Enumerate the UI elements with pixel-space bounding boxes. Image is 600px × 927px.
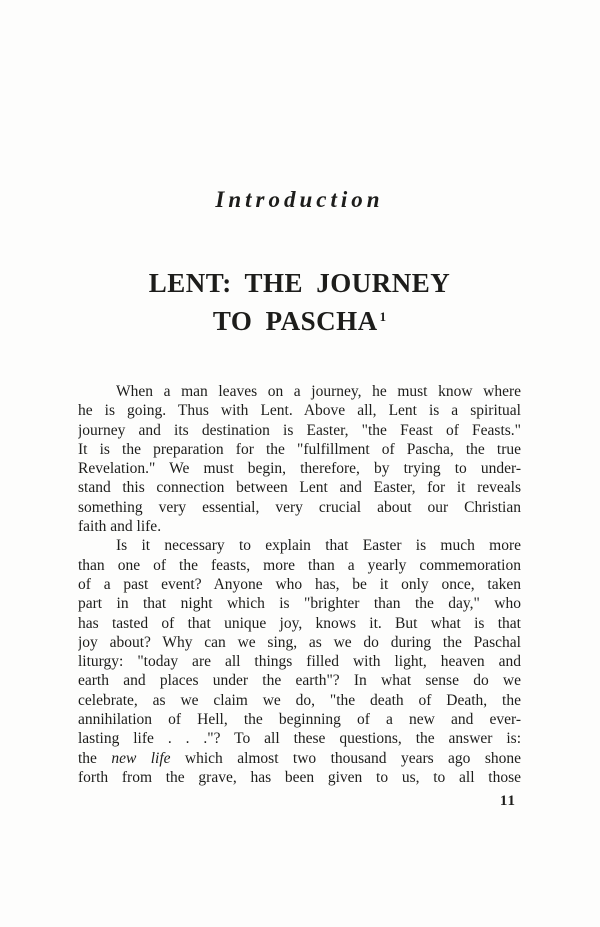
text-segment: something very essential, very crucial about our Christian xyxy=(78,498,521,516)
page-number: 11 xyxy=(499,793,516,809)
text-segment: earth and places under the earth"? In what sense do we xyxy=(78,672,521,690)
body-line xyxy=(78,536,521,555)
body-line xyxy=(78,575,521,594)
text-segment: joy about? Why can we sing, as we do during the Paschal xyxy=(78,633,521,651)
italic-phrase: new life xyxy=(111,749,171,767)
text-segment: part in that night which is "brighter than the day," who xyxy=(78,595,521,613)
body-line xyxy=(78,421,521,440)
text-segment: Is it necessary to explain that Easter is much more xyxy=(116,537,521,555)
text-segment: journey and its destination is Easter, "the Feast of Feasts." xyxy=(78,421,521,439)
text-segment: which almost two thousand years ago shone xyxy=(170,749,521,767)
body-text xyxy=(78,382,521,787)
body-line xyxy=(78,729,521,748)
text-segment: It is the preparation for the "fulfillment of Pascha, the true xyxy=(78,440,521,458)
text-segment: of a past event? Anyone who has, be it only once, taken xyxy=(78,575,521,593)
text-segment: Revelation." We must begin, therefore, by trying to under- xyxy=(78,460,521,478)
body-line xyxy=(78,749,521,768)
text-segment: stand this connection between Lent and Easter, for it reveals xyxy=(78,479,521,497)
chapter-title xyxy=(48,266,551,338)
text-segment: the xyxy=(78,749,112,767)
body-line xyxy=(78,401,521,420)
text-segment: than one of the feasts, more than a yearly commemoration xyxy=(78,556,521,574)
text-segment: he is going. Thus with Lent. Above all, Lent is a spiritual xyxy=(78,402,521,420)
footnote-marker: 1 xyxy=(379,309,387,324)
body-line xyxy=(78,440,521,459)
body-line xyxy=(78,594,521,613)
body-line xyxy=(78,652,521,671)
text-segment: faith and life. xyxy=(78,518,162,536)
body-line xyxy=(78,459,521,478)
text-segment: has tasted of that unique joy, knows it. But what is that xyxy=(78,614,521,632)
body-line xyxy=(78,517,521,536)
body-line xyxy=(78,768,521,787)
body-line xyxy=(78,691,521,710)
body-line xyxy=(78,556,521,575)
text-segment: annihilation of Hell, the beginning of a new and ever- xyxy=(78,711,521,729)
body-line xyxy=(78,633,521,652)
chapter-title-line1: LENT: THE JOURNEY xyxy=(148,268,451,298)
body-line xyxy=(78,478,521,497)
text-segment: forth from the grave, has been given to us, to all those xyxy=(78,768,521,786)
body-line xyxy=(78,614,521,633)
body-line xyxy=(78,382,521,401)
chapter-title-line2: TO PASCHA xyxy=(212,306,378,336)
text-segment: liturgy: "today are all things filled with light, heaven and xyxy=(78,653,521,671)
text-segment: celebrate, as we claim we do, "the death of Death, the xyxy=(78,691,521,709)
text-segment: lasting life . . ."? To all these questions, the answer is: xyxy=(78,730,521,748)
body-line xyxy=(78,498,521,517)
body-line xyxy=(78,710,521,729)
section-title: Introduction xyxy=(215,187,384,212)
body-line xyxy=(78,671,521,690)
text-segment: When a man leaves on a journey, he must know where xyxy=(116,383,521,400)
